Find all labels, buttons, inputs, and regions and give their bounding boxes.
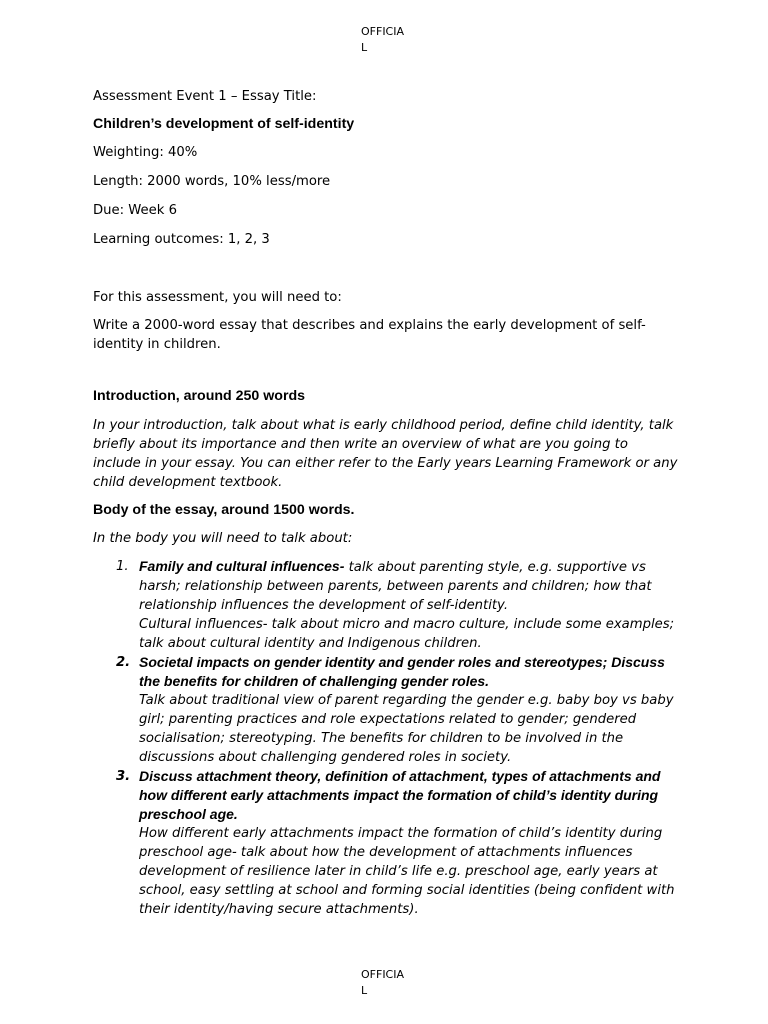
marking-line-2: L bbox=[361, 984, 368, 997]
task-lead: For this assessment, you will need to: bbox=[93, 290, 342, 305]
item-title: Discuss attachment theory, definition of attachment, types of attachments and how different early attachments impact the formation of child’s identity during preschool age. bbox=[139, 768, 661, 822]
essay-body-list bbox=[93, 557, 678, 919]
assessment-event: Assessment Event 1 – Essay Title: bbox=[93, 89, 317, 104]
list-item bbox=[93, 653, 678, 767]
marking-line-1: OFFICIA bbox=[361, 25, 405, 38]
item-number: 1. bbox=[116, 559, 129, 574]
document-body bbox=[93, 87, 678, 919]
marking-line-2: L bbox=[361, 41, 368, 54]
item-title: Societal impacts on gender identity and gender roles and stereotypes; Discuss the benefits for children of challenging gender roles. bbox=[139, 654, 665, 689]
marking-line-1: OFFICIA bbox=[361, 968, 405, 981]
item-number: 2. bbox=[116, 655, 131, 670]
length: Length: 2000 words, 10% less/more bbox=[93, 174, 331, 189]
item-extra: How different early attachments impact the formation of child’s identity during preschool age- talk about how the development of attachments influences development of resilience later in child’s life e.g. preschool age, early years at school, easy settling at school and forming social identities (being confident with their identity/having secure attachments). bbox=[139, 826, 675, 917]
learning-outcomes: Learning outcomes: 1, 2, 3 bbox=[93, 232, 270, 247]
essay-title: Children’s development of self-identity bbox=[93, 116, 355, 132]
introduction-text: In your introduction, talk about what is early childhood period, define child identity, talk briefly about its importance and then write an overview of what are you going to include in your essay. You can either refer to the Early years Learning Framework or any child development textbook. bbox=[93, 418, 678, 490]
body-lead: In the body you will need to talk about: bbox=[93, 531, 353, 546]
body-heading: Body of the essay, around 1500 words. bbox=[93, 502, 355, 518]
item-text: talk about parenting style, e.g. supportive vs harsh; relationship between parents, between parents and children; how that relationship influences the development of self-identity. bbox=[139, 560, 652, 613]
classification-marking-bottom bbox=[361, 967, 421, 999]
list-item bbox=[93, 767, 678, 919]
classification-marking-top bbox=[361, 24, 421, 56]
item-title: Family and cultural influences- bbox=[139, 558, 345, 574]
task-description: Write a 2000-word essay that describes and explains the early development of self-identity in children. bbox=[93, 318, 646, 352]
item-extra: Cultural influences- talk about micro and macro culture, include some examples; talk about cultural identity and Indigenous children. bbox=[139, 617, 675, 651]
list-item bbox=[93, 557, 678, 653]
weighting: Weighting: 40% bbox=[93, 145, 198, 160]
item-number: 3. bbox=[116, 769, 131, 784]
introduction-heading: Introduction, around 250 words bbox=[93, 388, 306, 404]
item-extra: Talk about traditional view of parent regarding the gender e.g. baby boy vs baby girl; parenting practices and role expectations related to gender; gendered socialisation; stereotyping. The benefits for children to be involved in the discussions about challenging gendered roles in society. bbox=[139, 693, 674, 765]
due-date: Due: Week 6 bbox=[93, 203, 177, 218]
